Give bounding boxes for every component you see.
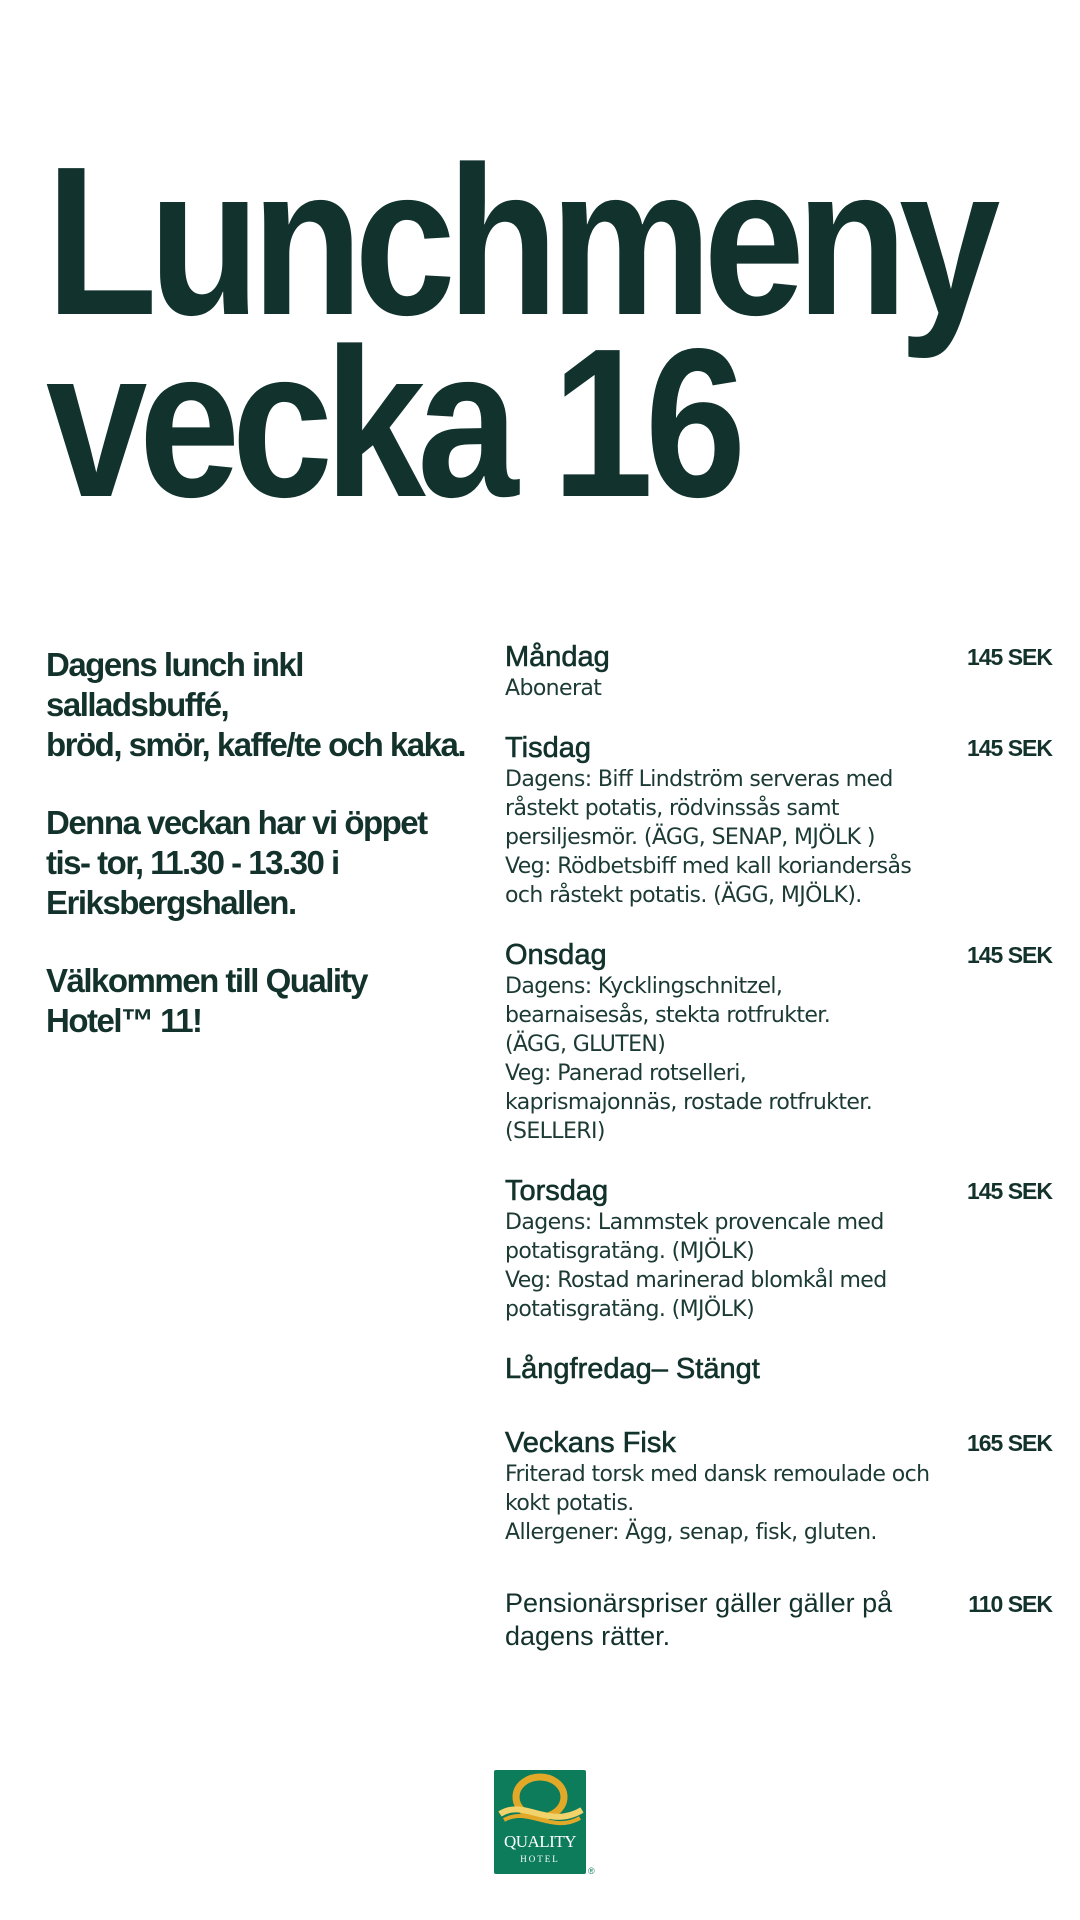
intro-opening-hours: Denna veckan har vi öppet tis- tor, 11.30 - 13.30 i Eriksbergshallen. — [46, 804, 427, 921]
menu-item-day: Pensionärspriser gäller gäller på dagens rätter. — [505, 1588, 893, 1651]
menu-item-price: 145 SEK — [966, 942, 1052, 968]
menu-item-price: 110 SEK — [968, 1591, 1052, 1617]
page-title — [46, 122, 992, 541]
menu-item-day: Måndag — [505, 641, 610, 673]
menu-item-description: Abonerat — [505, 676, 602, 701]
menu-item-price: 145 SEK — [966, 735, 1052, 761]
intro-section — [46, 645, 466, 1079]
menu-item-day: Veckans Fisk — [505, 1427, 676, 1459]
title-line-1: Lunchmeny — [46, 122, 992, 359]
intro-lunch-info: Dagens lunch inkl salladsbuffé, bröd, smör, kaffe/te och kaka. — [46, 646, 465, 763]
quality-hotel-logo — [494, 1770, 586, 1874]
menu-item-day: Långfredag– Stängt — [505, 1353, 760, 1385]
menu-item-day: Torsdag — [505, 1175, 609, 1207]
menu-item-price: 145 SEK — [966, 644, 1052, 670]
title-line-2: vecka 16 — [46, 304, 738, 541]
menu-item-day: Onsdag — [505, 939, 607, 971]
menu-item-tuesday — [505, 731, 1055, 910]
registered-mark: ® — [588, 1866, 595, 1876]
menu-item-thursday — [505, 1174, 1055, 1324]
menu-item-monday — [505, 640, 1055, 703]
menu-item-friday-closed — [505, 1352, 1055, 1386]
menu-item-wednesday — [505, 938, 1055, 1146]
menu-item-price: 165 SEK — [966, 1430, 1052, 1456]
menu-item-weekly-fish — [505, 1426, 1055, 1547]
quality-hotel-logo-icon — [494, 1770, 586, 1832]
menu-list — [505, 640, 1055, 1681]
menu-item-description: Dagens: Lammstek provencale med potatisgratäng. (MJÖLK) Veg: Rostad marinerad blomkål med potatisgratäng. (MJÖLK) — [505, 1210, 887, 1322]
menu-item-description: Dagens: Kycklingschnitzel, bearnaisesås, stekta rotfrukter. (ÄGG, GLUTEN) Veg: Panerad rotselleri, kaprismajonnäs, rostade rotfrukter. (SELLERI) — [505, 974, 873, 1144]
menu-item-day: Tisdag — [505, 732, 591, 764]
menu-item-pensioner-price — [505, 1587, 1055, 1653]
logo-subtitle: HOTEL — [520, 1854, 560, 1864]
logo-wordmark: QUALITY — [503, 1832, 577, 1851]
menu-item-description: Friterad torsk med dansk remoulade och kokt potatis. Allergener: Ägg, senap, fisk, gluten. — [505, 1462, 930, 1545]
intro-welcome: Välkommen till Quality Hotel™ 11! — [46, 962, 367, 1039]
menu-item-price: 145 SEK — [966, 1178, 1052, 1204]
menu-item-description: Dagens: Biff Lindström serveras med råstekt potatis, rödvinssås samt persiljesmör. (ÄGG, SENAP, MJÖLK ) Veg: Rödbetsbiff med kall koriandersås och råstekt potatis. (ÄGG, MJÖLK). — [505, 767, 912, 908]
